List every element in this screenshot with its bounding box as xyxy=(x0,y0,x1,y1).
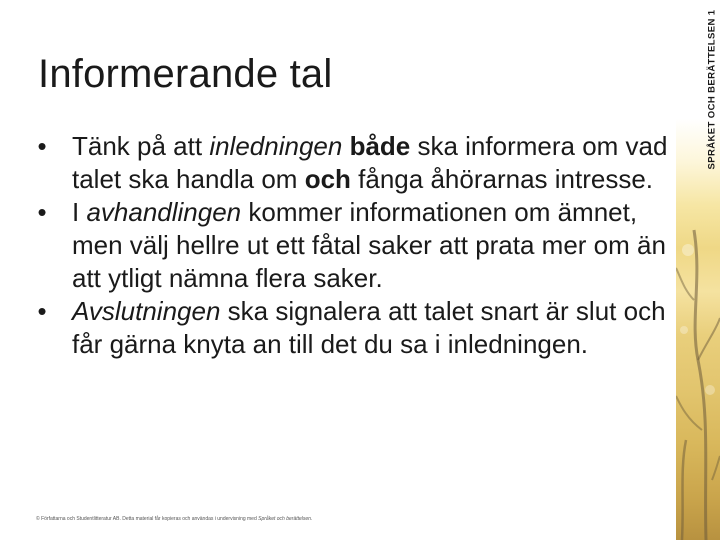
bullet-text-segment: inledningen xyxy=(209,131,343,161)
bullet-marker: • xyxy=(37,197,47,227)
bullet-list xyxy=(32,130,672,361)
bullet-text-segment: och xyxy=(304,164,351,194)
bullet-text-segment: I xyxy=(72,197,87,227)
bullet-text-segment: Tänk på att xyxy=(72,131,210,161)
bullet-marker: • xyxy=(37,296,47,326)
bullet-text-segment: avhandlingen xyxy=(86,197,242,227)
bullet-marker: • xyxy=(37,131,47,161)
bullet-text-segment: kommer informationen om ämnet, men välj hellre ut ett fåtal saker att prata mer om än att ytligt nämna flera saker. xyxy=(72,197,666,293)
side-series-label xyxy=(705,6,717,176)
bullet-text-segment: ska signalera att talet snart är slut och får gärna knyta an till det du sa i inledningen. xyxy=(72,296,666,359)
side-series-label-text: SPRÅKET OCH BERÄTTELSEN 1 xyxy=(706,9,718,170)
bullet-text-segment: fånga åhörarnas intresse. xyxy=(350,164,654,194)
bullet-item xyxy=(32,130,672,196)
slide-title: Informerande tal xyxy=(38,52,333,96)
bullet-text-segment: både xyxy=(349,131,411,161)
copyright-footer xyxy=(36,516,312,522)
bullet-text-segment: Avslutningen xyxy=(72,296,221,326)
bullet-item xyxy=(32,295,672,361)
footer-text: © Författarna och Studentlitteratur AB. Detta material får kopieras och användas i undervisning med xyxy=(36,516,257,522)
bullet-text-segment xyxy=(342,131,349,161)
footer-book-title: Språket och berättelsen. xyxy=(258,516,313,522)
bullet-text-segment: ska informera om vad talet ska handla om xyxy=(72,131,668,194)
bullet-item xyxy=(32,196,672,295)
